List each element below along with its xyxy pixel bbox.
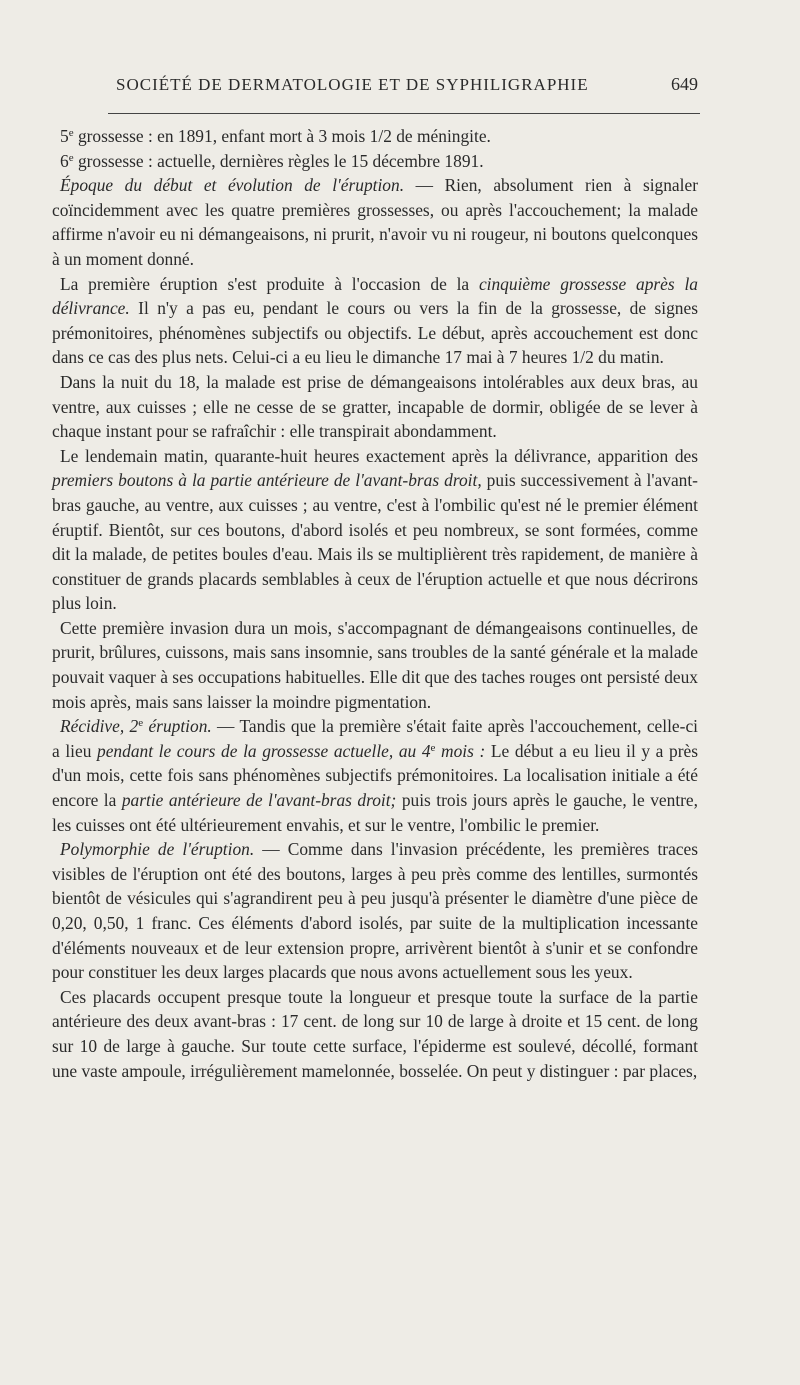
italic-text: cinquième grossesse après la délivrance. (52, 273, 698, 319)
text-run: La première éruption s'est produite à l'occasion de la (60, 273, 479, 294)
text-run: grossesse : actuelle, dernières règles le 15 décembre 1891. (73, 150, 484, 171)
paragraph (52, 272, 698, 370)
text-run: 5 (60, 126, 69, 146)
text-run: — Rien, absolument rien à signaler coïncidemment avec les quatre premières grossesses, ou après l'accouchement; la malade affirme n'avoir eu ni démangeaisons, ni prurit, n'avoir vu ni rougeur, ni boutons quelconques à un moment donné. (52, 175, 698, 269)
paragraph (52, 370, 698, 444)
text-run: Il n'y a pas eu, pendant le cours ou vers la fin de la grossesse, de signes prémonitoires, phénomènes subjectifs ou objectifs. Le début, après accouchement est donc dans ce cas des plus nets. Celui-ci a eu lieu le dimanche 17 mai à 7 heures 1/2 du matin. (52, 298, 698, 368)
text-run: Ces placards occupent presque toute la longueur et presque toute la surface de la partie antérieure des deux avant-bras : 17 cent. de long sur 10 de large à droite et 15 cent. de long sur 10 de large à gauche. Sur toute cette surface, l'épiderme est soulevé, décollé, formant une vaste ampoule, irrégulièrement mamelonnée, bosselée. On peut y distinguer : par places, (52, 986, 698, 1081)
text-run: Le lendemain matin, quarante-huit heures exactement après la délivrance, apparition des (60, 445, 698, 466)
superscript-text: e (68, 151, 74, 164)
text-run: puis trois jours après le gauche, le ventre, les cuisses ont été ultérieurement envahis, et sur le ventre, l'ombilic le premier. (52, 790, 699, 835)
superscript-text: e (430, 741, 436, 754)
running-header (116, 74, 698, 95)
paragraph (52, 173, 698, 271)
text-run: Le début a eu lieu il y a près d'un mois, cette fois sans phénomènes subjectifs prémonitoires. La localisation initiale a été encore la (52, 740, 698, 811)
paragraph (52, 985, 698, 1083)
text-run: 6 (60, 150, 69, 171)
italic-text: pendant le cours de la grossesse actuelle, au 4 (97, 740, 431, 761)
paragraph (52, 616, 698, 714)
text-run: puis successivement à l'avant-bras gauche, au ventre, aux cuisses ; au ventre, c'est à l'ombilic qu'est né le premier élément éruptif. Bientôt, sur ces boutons, d'abord isolés et peu nombreux, se sont formées, comme dit la malade, de petites boules d'eau. Mais ils se multiplièrent très rapidement, de manière à constituer de grands placards semblables à ceux de l'éruption actuelle et que nous décrirons plus loin. (52, 470, 698, 614)
italic-text: Récidive, 2 (60, 716, 139, 737)
text-run: Cette première invasion dura un mois, s'accompagnant de démangeaisons continuelles, de prurit, brûlures, cuissons, mais sans insomnie, sans troubles de la santé générale et la malade pouvait vaquer à ses occupations habituelles. Elle dit que des taches rouges ont persisté deux mois après, mais sans laisser la moindre pigmentation. (52, 617, 698, 712)
superscript-text: e (68, 127, 74, 139)
text-run: — Comme dans l'invasion précédente, les premières traces visibles de l'éruption ont été des boutons, larges à peu près comme des lentilles, surmontés bientôt de vésicules qui s'agrandirent peu à peu jusqu'à présenter le diamètre d'une pièce de 0,20, 0,50, 1 franc. Ces éléments d'abord isolés, par suite de la multiplication incessante d'éléments nouveaux et de leur extension propre, arrivèrent bientôt à s'unir et se confondre pour constituer les deux larges placards que nous avons actuellement sous les yeux. (52, 839, 698, 983)
italic-text: premiers boutons à la partie antérieure de l'avant-bras droit, (52, 470, 482, 491)
italic-text: éruption. (143, 716, 212, 737)
superscript-text: e (138, 717, 144, 730)
text-run: Dans la nuit du 18, la malade est prise de démangeaisons intolérables aux deux bras, au ventre, aux cuisses ; elle ne cesse de se gratter, incapable de dormir, obligée de se lever à chaque instant pour se rafraîchir : elle transpirait abondamment. (52, 371, 698, 442)
italic-text: Polymorphie de l'éruption. (60, 839, 255, 860)
italic-text: partie antérieure de l'avant-bras droit; (121, 790, 397, 811)
paragraph (52, 149, 698, 174)
body-text (52, 124, 698, 1083)
header-rule (108, 113, 700, 114)
italic-text: mois : (435, 740, 486, 761)
text-run: — Tandis que la première s'était faite après l'accouchement, celle-ci a lieu (52, 716, 698, 761)
text-run: grossesse : en 1891, enfant mort à 3 mois 1/2 de méningite. (73, 126, 491, 146)
italic-text: Époque du début et évolution de l'éruption. (60, 175, 405, 196)
paragraph (52, 124, 698, 149)
paragraph (52, 444, 698, 616)
page-number: 649 (671, 74, 698, 94)
header-title: SOCIÉTÉ DE DERMATOLOGIE ET DE SYPHILIGRAPHIE (116, 75, 589, 94)
paragraph (52, 837, 698, 985)
paragraph (52, 714, 698, 837)
